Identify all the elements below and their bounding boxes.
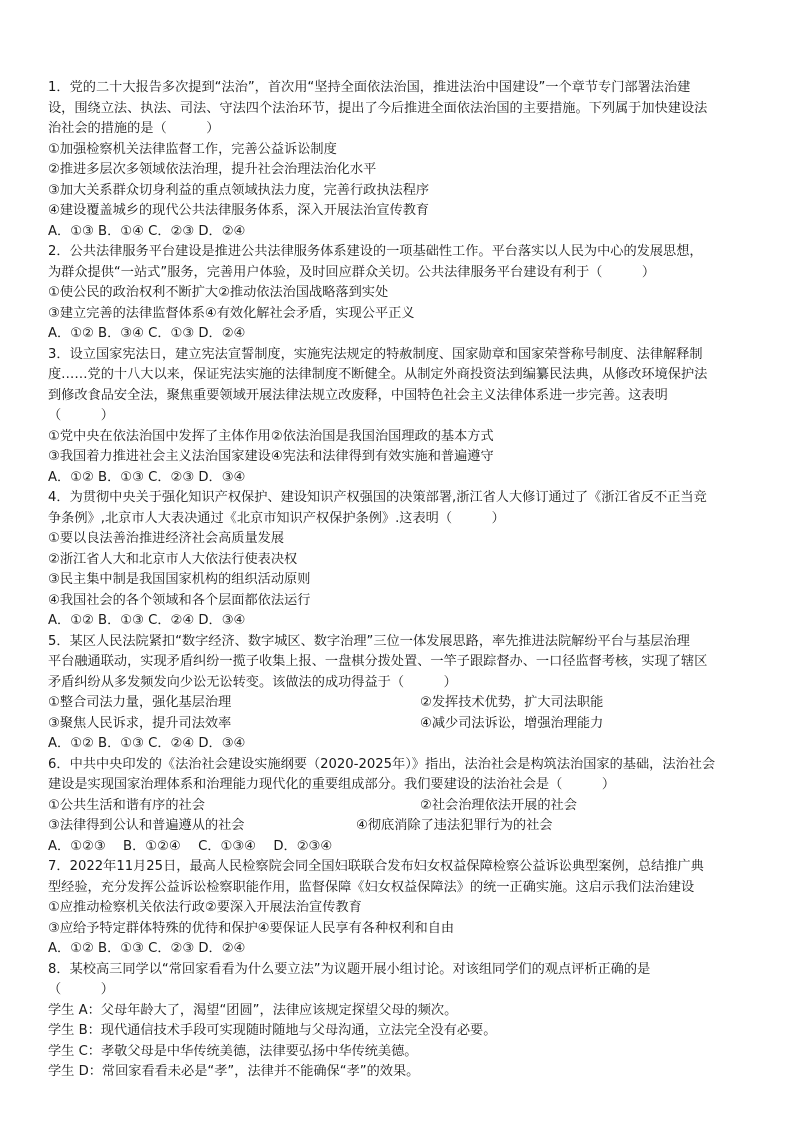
question-3	[48, 345, 768, 489]
statement-option: ④建设覆盖城乡的现代公共法律服务体系，深入开展法治宣传教育	[48, 203, 430, 218]
statement-option: ④彻底消除了违法犯罪行为的社会	[356, 818, 553, 833]
statement-option: ③我国着力推进社会主义法治国家建设④宪法和法律得到有效实施和普遍遵守	[48, 449, 494, 464]
student-viewpoint: 学生 D：常回家看看未必是“孝”，法律并不能确保“孝”的效果。	[48, 1064, 420, 1079]
student-viewpoint: 学生 A：父母年龄大了，渴望“团圆”，法律应该规定探望父母的频次。	[48, 1002, 458, 1018]
statement-option: ①整合司法力量，强化基层治理	[48, 695, 232, 710]
question-stem-line: 2．公共法律服务平台建设是推进公共法律服务体系建设的一项基础性工作。平台落实以人民为中心的发展思想，	[48, 244, 703, 259]
statement-option-row	[48, 693, 768, 714]
answer-choices: A．①② B．①③ C．②③ D．③④	[48, 469, 246, 485]
statement-option: ①党中央在依法治国中发挥了主体作用②依法治国是我国治国理政的基本方式	[48, 428, 494, 444]
question-sheet	[48, 78, 768, 1083]
question-5	[48, 632, 768, 755]
question-stem-line: 度……党的十八大以来，保证宪法实施的法律制度不断健全。从制定外商投资法到编纂民法典，从修改环境保护法	[48, 367, 708, 382]
question-stem-line: 设，围绕立法、执法、司法、守法四个法治环节，提出了今后推进全面依法治国的主要措施。下列属于加快建设法	[48, 100, 708, 116]
statement-option: ①加强检察机关法律监督工作，完善公益诉讼制度	[48, 141, 337, 157]
question-stem-line: 型经验，充分发挥公益诉讼检察职能作用，监督保障《妇女权益保障法》的统一正确实施。这启示我们法治建设	[48, 879, 695, 895]
question-stem-line: （ ）	[48, 982, 114, 997]
question-stem-line: 7．2022年11月25日，最高人民检察院会同全国妇联联合发布妇女权益保障检察公益诉讼典型案例，总结推广典	[48, 859, 704, 874]
question-stem-line: 争条例》,北京市人大表决通过《北京市知识产权保护条例》.这表明（ ）	[48, 510, 505, 526]
question-stem-line: 3．设立国家宪法日，建立宪法宣誓制度，实施宪法规定的特赦制度、国家勋章和国家荣誉称号制度、法律解释制	[48, 346, 703, 362]
question-6	[48, 755, 768, 858]
statement-option: ④我国社会的各个领域和各个层面都依法运行	[48, 592, 311, 608]
statement-option-row	[48, 714, 768, 735]
statement-option: ④减少司法诉讼，增强治理能力	[420, 715, 604, 731]
question-stem-line: 6．中共中央印发的《法治社会建设实施纲要（2020-2025年）》指出，法治社会是构筑法治国家的基础，法治社会	[48, 756, 716, 772]
statement-option-row	[48, 816, 768, 837]
answer-choices: A．①③ B．①④ C．②③ D．②④	[48, 223, 246, 239]
statement-option-row	[48, 796, 768, 817]
statement-option: ③法律得到公认和普遍遵从的社会	[48, 818, 245, 833]
question-stem-line: 4．为贯彻中央关于强化知识产权保护、建设知识产权强国的决策部署,浙江省人大修订通过了《浙江省反不正当竞	[48, 490, 707, 505]
statement-option: ②发挥技术优势，扩大司法职能	[420, 695, 604, 710]
question-stem-line: 平台融通联动，实现矛盾纠纷一揽子收集上报、一盘棋分拨处置、一竿子跟踪督办、一口径监督考核，实现了辖区	[48, 654, 708, 669]
statement-option: ③建立完善的法律监督体系④有效化解社会矛盾，实现公平正义	[48, 305, 415, 321]
question-stem-line: 为群众提供“一站式”服务，完善用户体验，及时回应群众关切。公共法律服务平台建设有利于（ ）	[48, 264, 656, 280]
statement-option: ①应推动检察机关依法行政②要深入开展法治宣传教育	[48, 900, 362, 915]
question-stem-line: 建设是实现国家治理体系和治理能力现代化的重要组成部分。我们要建设的法治社会是（ ）	[48, 777, 616, 792]
question-stem-line: 治社会的措施的是（ ）	[48, 121, 220, 136]
statement-option: ③聚焦人民诉求，提升司法效率	[48, 715, 232, 731]
statement-option: ①公共生活和谐有序的社会	[48, 797, 205, 813]
question-8	[48, 960, 768, 1083]
statement-option: ③加大关系群众切身利益的重点领域执法力度，完善行政执法程序	[48, 182, 430, 198]
question-7	[48, 857, 768, 960]
question-stem-line: 5．某区人民法院紧扣“数字经济、数字城区、数字治理”三位一体发展思路，率先推进法院解纷平台与基层治理	[48, 633, 690, 649]
question-stem-line: 到修改食品安全法，聚焦重要领域开展法律法规立改废释，中国特色社会主义法律体系进一步完善。这表明	[48, 387, 668, 403]
student-viewpoint: 学生 B：现代通信技术手段可实现随时随地与父母沟通，立法完全没有必要。	[48, 1023, 497, 1038]
answer-choices: A．①② B．③④ C．①③ D．②④	[48, 326, 246, 341]
answer-choices: A．①② B．①③ C．②④ D．③④	[48, 736, 246, 751]
answer-choices: A．①②③ B．①②④ C．①③④ D．②③④	[48, 838, 333, 854]
question-4	[48, 488, 768, 632]
statement-option: ②社会治理依法开展的社会	[420, 797, 577, 813]
statement-option: ②浙江省人大和北京市人大依法行使表决权	[48, 551, 298, 567]
student-viewpoint: 学生 C：孝敬父母是中华传统美德，法律要弘扬中华传统美德。	[48, 1043, 418, 1059]
question-stem-line: 8．某校高三同学以“常回家看看为什么要立法”为议题开展小组讨论。对该组同学们的观点评析正确的是	[48, 961, 651, 977]
answer-choices: A．①② B．①③ C．②③ D．②④	[48, 941, 246, 956]
statement-option: ②推进多层次多领域依法治理，提升社会治理法治化水平	[48, 162, 377, 177]
question-stem-line: 矛盾纠纷从多发频发向少讼无讼转变。该做法的成功得益于（ ）	[48, 674, 457, 690]
question-stem-line: （ ）	[48, 408, 114, 423]
question-1	[48, 78, 768, 242]
answer-choices: A．①② B．①③ C．②④ D．③④	[48, 613, 246, 628]
statement-option: ③应给予特定群体特殊的优待和保护④要保证人民享有各种权利和自由	[48, 920, 455, 936]
statement-option: ①要以良法善治推进经济社会高质量发展	[48, 531, 285, 546]
statement-option: ①使公民的政治权利不断扩大②推动依法治国战略落到实处	[48, 285, 389, 300]
statement-option: ③民主集中制是我国国家机构的组织活动原则	[48, 572, 311, 587]
question-stem-line: 1．党的二十大报告多次提到“法治”，首次用“坚持全面依法治国，推进法治中国建设”一个章节专门部署法治建	[48, 80, 691, 95]
question-2	[48, 242, 768, 345]
